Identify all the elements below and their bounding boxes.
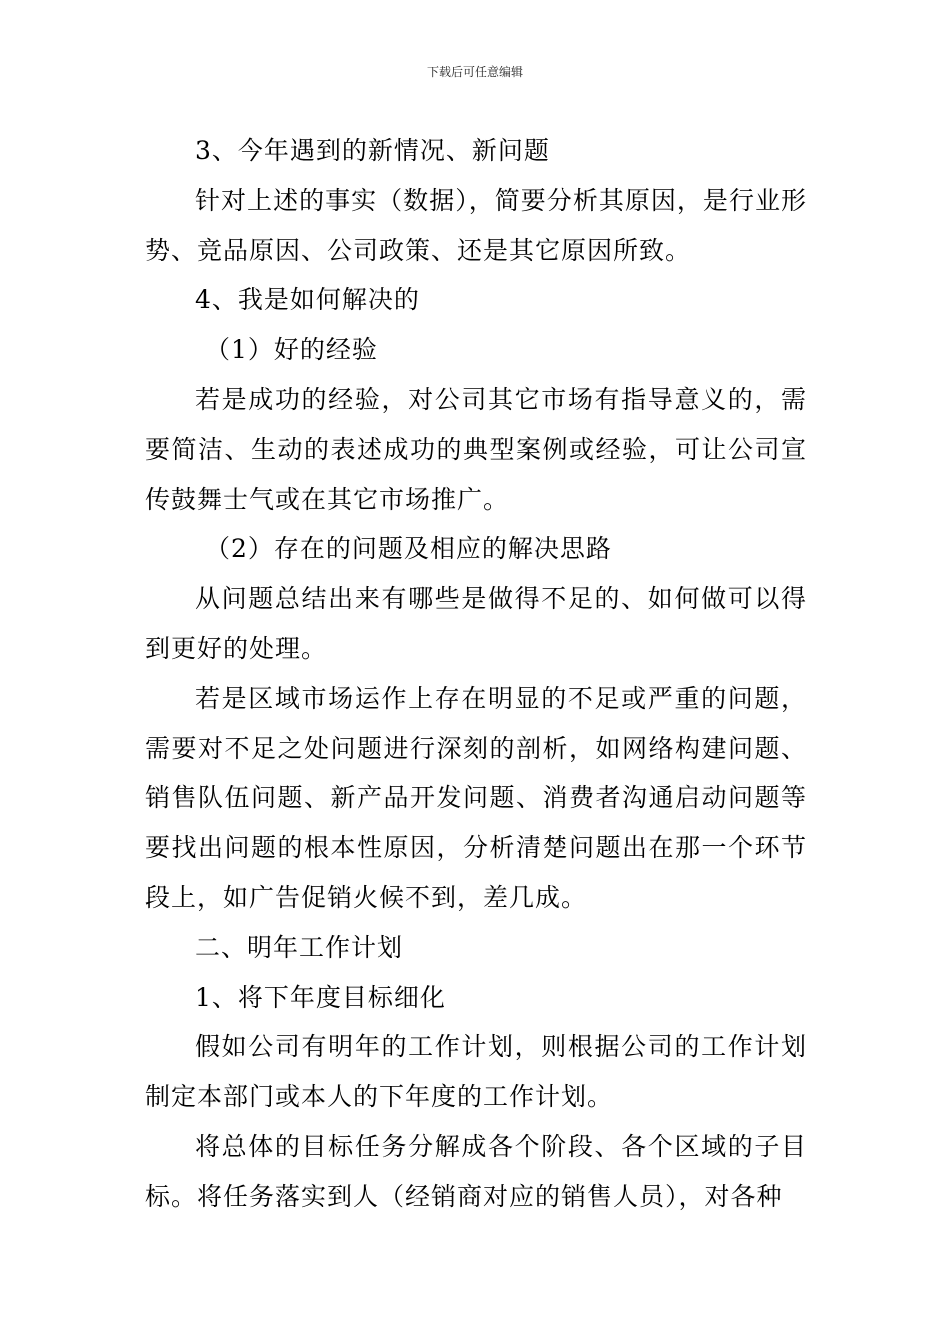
body-paragraph: 若是成功的经验，对公司其它市场有指导意义的，需要简洁、生动的表述成功的典型案例或经验，可让公司宣传鼓舞士气或在其它市场推广。 — [145, 384, 807, 514]
page-header: 下载后可任意编辑 — [426, 65, 523, 79]
section-heading: 4、我是如何解决的 — [195, 285, 420, 315]
body-paragraph: 从问题总结出来有哪些是做得不足的、如何做可以得到更好的处理。 — [145, 584, 807, 663]
body-paragraph: 将总体的目标任务分解成各个阶段、各个区域的子目标。将任务落实到人（经销商对应的销售人员），对各种 — [145, 1131, 807, 1211]
section-heading: 二、明年工作计划 — [195, 932, 404, 962]
body-paragraph: 若是区域市场运作上存在明显的不足或严重的问题，需要对不足之处问题进行深刻的剖析，如网络构建问题、销售队伍问题、新产品开发问题、消费者沟通启动问题等要找出问题的根本性原因，分析清楚问题出在那一个环节段上，如广告促销火候不到，差几成。 — [145, 683, 807, 912]
subsection-heading: （1）好的经验 — [205, 335, 378, 365]
body-paragraph: 针对上述的事实（数据），简要分析其原因，是行业形势、竞品原因、公司政策、还是其它原因所致。 — [145, 185, 807, 265]
subsection-heading: （2）存在的问题及相应的解决思路 — [205, 534, 612, 564]
section-heading: 1、将下年度目标细化 — [195, 982, 446, 1012]
document-body — [145, 126, 807, 1222]
body-paragraph: 假如公司有明年的工作计划，则根据公司的工作计划制定本部门或本人的下年度的工作计划。 — [145, 1032, 807, 1112]
section-heading: 3、今年遇到的新情况、新问题 — [195, 136, 550, 165]
